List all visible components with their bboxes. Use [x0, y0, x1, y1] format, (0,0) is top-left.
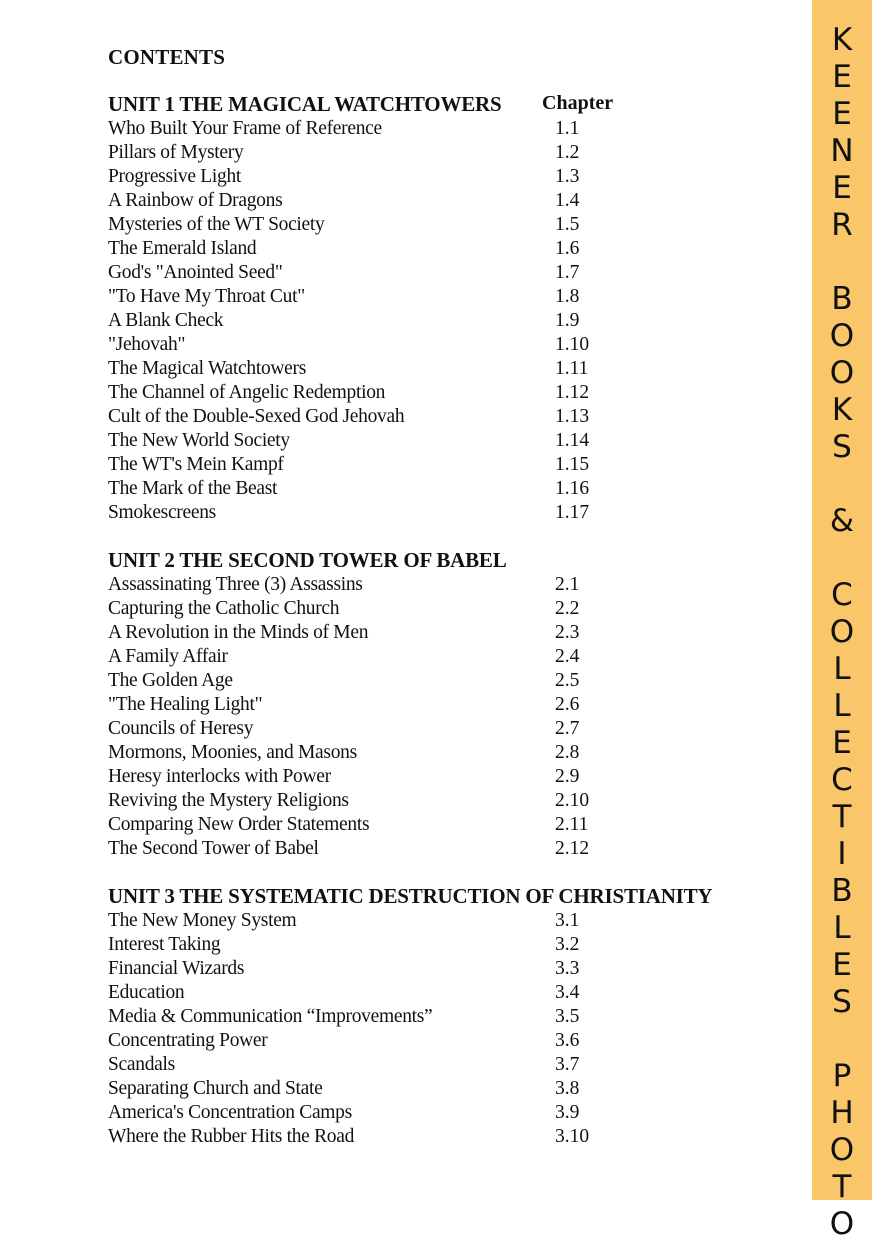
watermark-letter: R [831, 207, 853, 243]
watermark-space [837, 1021, 847, 1058]
entry-title: Mormons, Moonies, and Masons [108, 742, 357, 763]
entry-chapter-number: 1.8 [555, 286, 580, 307]
entry-chapter-number: 2.10 [555, 790, 590, 811]
entry-title: Pillars of Mystery [108, 142, 244, 163]
entry-title: Media & Communication “Improvements” [108, 1006, 433, 1027]
entry-chapter-number: 2.8 [555, 742, 580, 763]
entry-title: Heresy interlocks with Power [108, 766, 331, 787]
entry-chapter-number: 3.6 [555, 1030, 580, 1051]
watermark-letter: E [832, 96, 852, 132]
watermark-letter: T [832, 1169, 852, 1205]
entry-chapter-number: 3.8 [555, 1078, 580, 1099]
watermark-letter: B [831, 281, 853, 317]
entry-title: The Second Tower of Babel [108, 838, 319, 859]
entry-chapter-number: 2.6 [555, 694, 580, 715]
unit-title: UNIT 2 THE SECOND TOWER OF BABEL [108, 548, 507, 572]
watermark-letter: K [831, 22, 853, 58]
entry-title: Reviving the Mystery Religions [108, 790, 349, 811]
watermark-letter: S [832, 429, 852, 465]
watermark-letter: H [830, 1095, 854, 1131]
entry-chapter-number: 3.2 [555, 934, 580, 955]
entry-title: Capturing the Catholic Church [108, 598, 340, 619]
watermark-letter: E [832, 59, 852, 95]
entry-chapter-number: 3.1 [555, 910, 580, 931]
watermark-letter: O [829, 1132, 855, 1168]
entry-chapter-number: 3.10 [555, 1126, 590, 1147]
entry-chapter-number: 1.14 [555, 430, 590, 451]
watermark-letter: L [833, 651, 851, 687]
watermark-letter: O [829, 355, 855, 391]
watermark-letter: P [832, 1058, 852, 1094]
watermark-letter: N [830, 133, 854, 169]
entry-title: Concentrating Power [108, 1030, 268, 1051]
entry-chapter-number: 2.3 [555, 622, 580, 643]
entry-title: "The Healing Light" [108, 694, 263, 715]
entry-title: A Revolution in the Minds of Men [108, 622, 369, 643]
watermark-letter: C [831, 762, 853, 798]
watermark-letter: B [831, 873, 853, 909]
entry-chapter-number: 1.4 [555, 190, 580, 211]
entry-chapter-number: 1.11 [555, 358, 589, 379]
entry-title: The New Money System [108, 910, 297, 931]
unit-title: UNIT 3 THE SYSTEMATIC DESTRUCTION OF CHRISTIANITY [108, 884, 713, 908]
watermark-text [812, 22, 872, 1243]
entry-title: Financial Wizards [108, 958, 245, 979]
page-title: CONTENTS [108, 45, 226, 69]
watermark-letter: E [832, 170, 852, 206]
entry-title: Councils of Heresy [108, 718, 254, 739]
entry-title: The New World Society [108, 430, 290, 451]
entry-chapter-number: 3.3 [555, 958, 580, 979]
entry-chapter-number: 2.2 [555, 598, 580, 619]
watermark-letter: S [832, 984, 852, 1020]
entry-title: The Golden Age [108, 670, 233, 691]
entry-title: Where the Rubber Hits the Road [108, 1126, 355, 1147]
watermark-letter: E [832, 725, 852, 761]
entry-chapter-number: 3.4 [555, 982, 580, 1003]
watermark-letter: I [837, 836, 847, 872]
unit-title: UNIT 1 THE MAGICAL WATCHTOWERS [108, 92, 502, 116]
watermark-letter: L [833, 688, 851, 724]
entry-title: Who Built Your Frame of Reference [108, 118, 382, 139]
entry-title: The Emerald Island [108, 238, 257, 259]
entry-chapter-number: 1.17 [555, 502, 590, 523]
watermark-letter: C [831, 577, 853, 613]
watermark-space [837, 466, 847, 503]
entry-title: Interest Taking [108, 934, 221, 955]
entry-title: Smokescreens [108, 502, 216, 523]
entry-chapter-number: 2.7 [555, 718, 580, 739]
watermark-letter: T [832, 799, 852, 835]
entry-chapter-number: 1.15 [555, 454, 590, 475]
entry-chapter-number: 1.5 [555, 214, 580, 235]
entry-title: A Family Affair [108, 646, 228, 667]
chapter-column-label: Chapter [542, 92, 614, 114]
entry-chapter-number: 2.1 [555, 574, 580, 595]
watermark-letter: O [829, 318, 855, 354]
entry-title: Progressive Light [108, 166, 242, 187]
entry-title: The Channel of Angelic Redemption [108, 382, 386, 403]
entry-chapter-number: 1.10 [555, 334, 590, 355]
entry-chapter-number: 1.9 [555, 310, 580, 331]
entry-title: Comparing New Order Statements [108, 814, 370, 835]
watermark-letter: K [831, 392, 853, 428]
entry-chapter-number: 3.9 [555, 1102, 580, 1123]
entry-title: God's "Anointed Seed" [108, 262, 283, 283]
watermark-letter: L [833, 910, 851, 946]
entry-chapter-number: 1.1 [555, 118, 580, 139]
watermark-space [837, 540, 847, 577]
entry-title: Cult of the Double-Sexed God Jehovah [108, 406, 405, 427]
watermark-letter: O [829, 614, 855, 650]
entry-title: "To Have My Throat Cut" [108, 286, 305, 307]
entry-chapter-number: 2.5 [555, 670, 580, 691]
watermark-letter: E [832, 947, 852, 983]
entry-chapter-number: 1.2 [555, 142, 580, 163]
entry-chapter-number: 2.9 [555, 766, 580, 787]
entry-chapter-number: 1.13 [555, 406, 590, 427]
entry-chapter-number: 3.5 [555, 1006, 580, 1027]
entry-chapter-number: 2.12 [555, 838, 590, 859]
entry-chapter-number: 1.7 [555, 262, 580, 283]
entry-chapter-number: 3.7 [555, 1054, 580, 1075]
entry-chapter-number: 1.3 [555, 166, 580, 187]
entry-title: America's Concentration Camps [108, 1102, 352, 1123]
entry-title: A Rainbow of Dragons [108, 190, 283, 211]
entry-title: The Mark of the Beast [108, 478, 278, 499]
entry-title: Education [108, 982, 185, 1003]
entry-title: The Magical Watchtowers [108, 358, 307, 379]
entry-title: Assassinating Three (3) Assassins [108, 574, 363, 595]
entry-title: Scandals [108, 1054, 175, 1075]
entry-title: The WT's Mein Kampf [108, 454, 284, 475]
entry-title: "Jehovah" [108, 334, 186, 355]
entry-title: Mysteries of the WT Society [108, 214, 325, 235]
watermark-space [837, 244, 847, 281]
watermark-sidebar [812, 0, 872, 1242]
entry-chapter-number: 1.16 [555, 478, 590, 499]
entry-title: Separating Church and State [108, 1078, 323, 1099]
entry-chapter-number: 1.6 [555, 238, 580, 259]
entry-title: A Blank Check [108, 310, 224, 331]
entry-chapter-number: 2.11 [555, 814, 589, 835]
entry-chapter-number: 1.12 [555, 382, 590, 403]
watermark-letter: & [829, 503, 855, 539]
watermark-letter: O [829, 1206, 855, 1242]
entry-chapter-number: 2.4 [555, 646, 580, 667]
